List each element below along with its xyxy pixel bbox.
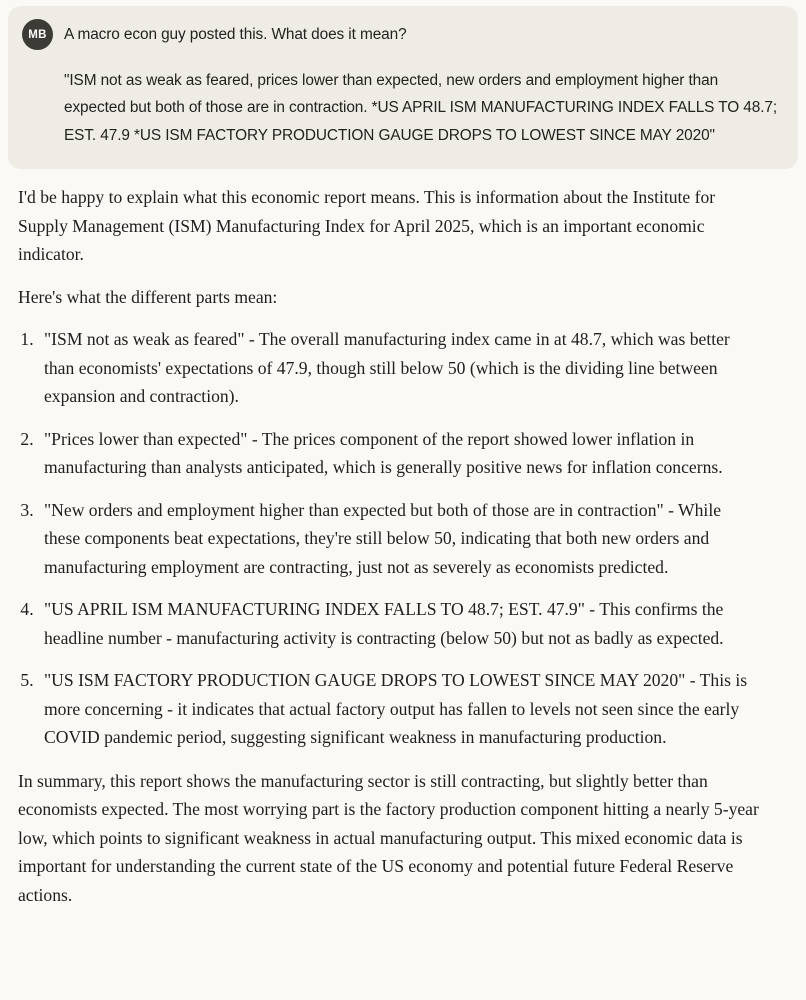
list-item: 1. "ISM not as weak as feared" - The overall manufacturing index came in at 48.7, which was better than economists' expectations of 47.9, though still below 50 (which is the dividing line between expansion and contraction).: [38, 325, 760, 411]
list-item: 3. "New orders and employment higher than expected but both of those are in contraction" - While these components beat expectations, they're still below 50, indicating that both new orders and manufacturing employment are contracting, just not as severely as economists predicted.: [38, 496, 760, 582]
list-item: 4. "US APRIL ISM MANUFACTURING INDEX FALLS TO 48.7; EST. 47.9" - This confirms the headline number - manufacturing activity is contracting (below 50) but not as badly as expected.: [38, 595, 760, 652]
assistant-summary-paragraph: In summary, this report shows the manufacturing sector is still contracting, but slightly better than economists expected. The most worrying part is the factory production component hitting a nearly 5-year low, which points to significant weakness in actual manufacturing output. This mixed economic data is important for understanding the current state of the US economy and potential future Federal Reserve actions.: [18, 770, 759, 905]
user-message-header: [22, 20, 780, 50]
list-item: 5. "US ISM FACTORY PRODUCTION GAUGE DROPS TO LOWEST SINCE MAY 2020" - This is more concerning - it indicates that actual factory output has fallen to levels not seen since the early COVID pandemic period, suggesting significant weakness in manufacturing production.: [38, 666, 760, 752]
list-item: 2. "Prices lower than expected" - The prices component of the report showed lower inflation in manufacturing than analysts anticipated, which is generally positive news for inflation concerns.: [38, 425, 760, 482]
assistant-points-list: [18, 325, 760, 752]
assistant-lead-in-paragraph: Here's what the different parts mean:: [18, 286, 278, 307]
assistant-message-turn: [0, 169, 806, 946]
avatar: MB: [22, 19, 53, 50]
user-message-turn: [0, 0, 806, 169]
user-quoted-post-text: "ISM not as weak as feared, prices lower than expected, new orders and employment higher than expected but both of those are in contraction. *US APRIL ISM MANUFACTURING INDEX FALLS TO 48.7; EST. 47.9 *US ISM FACTORY PRODUCTION GAUGE DROPS TO LOWEST SINCE MAY 2020": [64, 72, 778, 144]
user-message-bubble: [8, 6, 798, 169]
user-prompt-text: A macro econ guy posted this. What does it mean?: [64, 26, 407, 43]
assistant-intro-paragraph: I'd be happy to explain what this economic report means. This is information about the Institute for Supply Management (ISM) Manufacturing Index for April 2025, which is an important economic indicator.: [18, 187, 716, 265]
